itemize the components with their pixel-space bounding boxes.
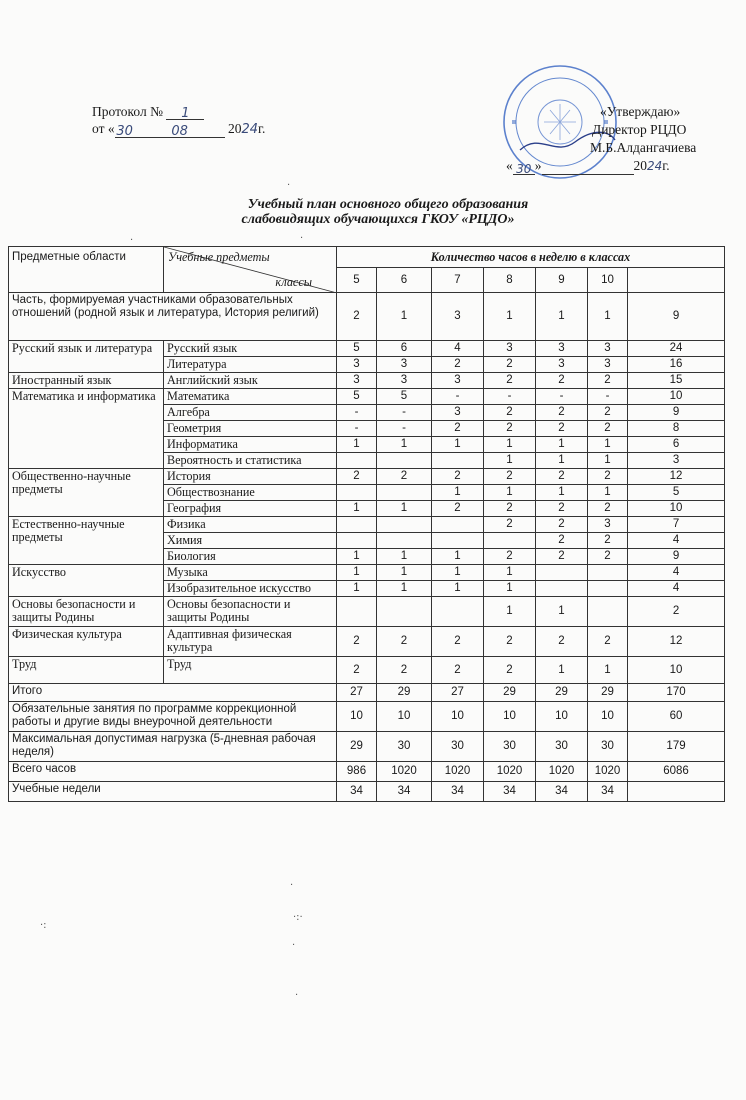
title-line-2: слабовидящих обучающихся ГКОУ «РЦДО» <box>241 212 515 227</box>
summary-label-cell: Всего часов <box>9 762 337 782</box>
hours-cell <box>432 597 484 627</box>
table-row <box>9 517 725 533</box>
hours-cell: 1020 <box>588 762 628 782</box>
hours-cell: 2 <box>484 357 536 373</box>
hours-cell: 10 <box>432 702 484 732</box>
subject-area-cell: Физическая культура <box>9 627 164 657</box>
subject-area-cell: Русский язык и литература <box>9 341 164 373</box>
hours-cell: 2 <box>536 405 588 421</box>
summary-label-cell: Учебные недели <box>9 782 337 802</box>
curriculum-table <box>8 246 725 802</box>
hours-total-cell: 7 <box>628 517 725 533</box>
hours-cell: 1 <box>536 293 588 341</box>
approval-year: 24 <box>647 159 663 173</box>
header-subjects: Учебные предметы <box>168 250 270 264</box>
hours-total-cell: 9 <box>628 405 725 421</box>
hours-cell: 2 <box>484 549 536 565</box>
table-row <box>9 627 725 657</box>
hours-cell: 2 <box>484 421 536 437</box>
grade-header-5: 5 <box>337 268 377 293</box>
scan-speck: ·: <box>40 920 47 931</box>
hours-cell <box>536 581 588 597</box>
hours-cell: 2 <box>536 627 588 657</box>
hours-cell <box>588 581 628 597</box>
subject-area-cell: Искусство <box>9 565 164 597</box>
hours-total-cell: 10 <box>628 389 725 405</box>
hours-cell: 1 <box>377 437 432 453</box>
hours-cell <box>432 453 484 469</box>
hours-cell: 30 <box>432 732 484 762</box>
hours-cell: 2 <box>432 357 484 373</box>
hours-total-cell: 170 <box>628 684 725 702</box>
approval-date-open: « <box>506 158 513 173</box>
hours-cell: - <box>377 421 432 437</box>
hours-cell: 5 <box>377 389 432 405</box>
subject-name-cell: Изобразительное искусство <box>164 581 337 597</box>
hours-total-cell: 9 <box>628 293 725 341</box>
hours-cell <box>377 517 432 533</box>
subject-name-cell: Математика <box>164 389 337 405</box>
hours-cell: 2 <box>377 657 432 684</box>
hours-cell: 3 <box>588 341 628 357</box>
hours-cell: 5 <box>337 341 377 357</box>
hours-total-cell: 60 <box>628 702 725 732</box>
hours-cell: 2 <box>536 469 588 485</box>
hours-cell: 2 <box>377 627 432 657</box>
hours-total-cell: 2 <box>628 597 725 627</box>
subject-name-cell: Литература <box>164 357 337 373</box>
subject-area-cell: Естественно-научные предметы <box>9 517 164 565</box>
subject-name-cell: Английский язык <box>164 373 337 389</box>
hours-cell: 1 <box>588 453 628 469</box>
protocol-date-line <box>92 120 265 138</box>
hours-cell: 2 <box>337 627 377 657</box>
hours-cell: 10 <box>377 702 432 732</box>
hours-cell: 2 <box>484 373 536 389</box>
subject-name-cell: География <box>164 501 337 517</box>
subject-name-cell: Физика <box>164 517 337 533</box>
hours-cell <box>337 485 377 501</box>
subject-area-cell: Основы безопасности и защиты Родины <box>9 597 164 627</box>
protocol-block <box>92 103 265 138</box>
hours-cell <box>588 565 628 581</box>
grade-header-total <box>628 268 725 293</box>
hours-cell: 3 <box>484 341 536 357</box>
subject-name-cell: Обществознание <box>164 485 337 501</box>
hours-cell <box>377 533 432 549</box>
subject-area-cell: Математика и информатика <box>9 389 164 469</box>
hours-total-cell: 6 <box>628 437 725 453</box>
hours-cell: 10 <box>484 702 536 732</box>
document-title <box>0 197 746 227</box>
hours-cell: 27 <box>337 684 377 702</box>
hours-total-cell: 4 <box>628 533 725 549</box>
hours-cell: 34 <box>588 782 628 802</box>
table-row <box>9 341 725 357</box>
hours-cell: 2 <box>337 469 377 485</box>
approval-year-end: г. <box>662 158 670 173</box>
subject-name-cell: Труд <box>164 657 337 684</box>
hours-cell: 1 <box>337 565 377 581</box>
hours-cell: 6 <box>377 341 432 357</box>
hours-cell <box>536 565 588 581</box>
hours-cell: 1 <box>337 501 377 517</box>
protocol-year-end: г. <box>258 121 266 136</box>
subject-name-cell: Основы безопасности и защиты Родины <box>164 597 337 627</box>
hours-cell <box>337 453 377 469</box>
hours-total-cell: 12 <box>628 469 725 485</box>
hours-cell: 2 <box>588 549 628 565</box>
hours-cell: 34 <box>432 782 484 802</box>
hours-cell: 1 <box>377 501 432 517</box>
hours-cell: 2 <box>588 627 628 657</box>
hours-cell <box>432 517 484 533</box>
hours-cell: 2 <box>536 533 588 549</box>
hours-cell: 1020 <box>536 762 588 782</box>
summary-label-cell: Обязательные занятия по программе коррекционной работы и другие виды внеурочной деятельности <box>9 702 337 732</box>
hours-cell: 5 <box>337 389 377 405</box>
curriculum-table-body <box>9 247 725 802</box>
hours-cell: 1 <box>484 565 536 581</box>
hours-cell: 29 <box>337 732 377 762</box>
protocol-line <box>92 103 265 120</box>
grade-header-6: 6 <box>377 268 432 293</box>
hours-cell: 1 <box>588 485 628 501</box>
hours-cell: 4 <box>432 341 484 357</box>
director-name: М.Б.Алдангачиева <box>590 140 697 155</box>
hours-cell: 1 <box>337 437 377 453</box>
scan-speck: ·:· <box>293 912 303 923</box>
hours-cell: 2 <box>536 517 588 533</box>
hours-cell: 1 <box>484 581 536 597</box>
hours-cell: 34 <box>377 782 432 802</box>
hours-cell: 2 <box>484 627 536 657</box>
hours-total-cell: 4 <box>628 581 725 597</box>
table-row <box>9 565 725 581</box>
hours-cell: 10 <box>337 702 377 732</box>
protocol-number: 1 <box>166 105 204 120</box>
protocol-month: 08 <box>135 123 225 138</box>
grade-header-9: 9 <box>536 268 588 293</box>
approval-date-close: » <box>534 158 542 173</box>
hours-cell: 1 <box>432 437 484 453</box>
subject-name-cell: Адаптивная физическая культура <box>164 627 337 657</box>
hours-cell: 1020 <box>484 762 536 782</box>
hours-cell: 1 <box>377 581 432 597</box>
hours-cell: 29 <box>484 684 536 702</box>
hours-cell: 2 <box>432 421 484 437</box>
subject-name-cell: Химия <box>164 533 337 549</box>
hours-cell: - <box>337 421 377 437</box>
table-row-summary <box>9 782 725 802</box>
grade-header-7: 7 <box>432 268 484 293</box>
part-row-label: Часть, формируемая участниками образовательных отношений (родной язык и литература, История религий) <box>9 293 337 341</box>
grade-header-10: 10 <box>588 268 628 293</box>
approval-block <box>506 103 738 176</box>
hours-cell <box>377 453 432 469</box>
hours-cell: 3 <box>432 405 484 421</box>
hours-cell: 2 <box>484 501 536 517</box>
hours-total-cell: 12 <box>628 627 725 657</box>
hours-cell: 10 <box>588 702 628 732</box>
hours-cell: 2 <box>536 501 588 517</box>
hours-total-cell: 6086 <box>628 762 725 782</box>
hours-cell: 30 <box>484 732 536 762</box>
hours-cell: 2 <box>588 421 628 437</box>
hours-cell: 3 <box>337 373 377 389</box>
hours-cell <box>337 597 377 627</box>
hours-cell: 30 <box>377 732 432 762</box>
approval-day: 30 <box>513 160 535 175</box>
hours-total-cell: 10 <box>628 657 725 684</box>
hours-cell: 1 <box>432 565 484 581</box>
hours-cell <box>484 533 536 549</box>
subject-name-cell: Русский язык <box>164 341 337 357</box>
hours-cell: 29 <box>588 684 628 702</box>
hours-cell: 1 <box>484 453 536 469</box>
hours-cell: 10 <box>536 702 588 732</box>
subject-area-cell: Труд <box>9 657 164 684</box>
summary-label-cell: Максимальная допустимая нагрузка (5-дневная рабочая неделя) <box>9 732 337 762</box>
hours-cell: 1 <box>588 657 628 684</box>
hours-cell: 1 <box>484 437 536 453</box>
hours-cell <box>377 597 432 627</box>
header-classes: классы <box>275 275 312 289</box>
protocol-label: Протокол № <box>92 104 163 119</box>
hours-cell: 3 <box>337 357 377 373</box>
subject-name-cell: История <box>164 469 337 485</box>
hours-cell: 1020 <box>377 762 432 782</box>
hours-total-cell <box>628 782 725 802</box>
hours-cell: 3 <box>432 293 484 341</box>
hours-cell <box>588 597 628 627</box>
hours-cell: 1 <box>536 485 588 501</box>
hours-cell: 2 <box>484 405 536 421</box>
table-row <box>9 469 725 485</box>
hours-cell: 2 <box>588 501 628 517</box>
hours-cell: 1 <box>432 581 484 597</box>
hours-total-cell: 10 <box>628 501 725 517</box>
hours-cell: - <box>484 389 536 405</box>
subject-name-cell: Информатика <box>164 437 337 453</box>
table-row-summary <box>9 732 725 762</box>
hours-cell: 1 <box>588 437 628 453</box>
subject-area-cell: Иностранный язык <box>9 373 164 389</box>
hours-cell: 1 <box>536 657 588 684</box>
header-subjects-classes <box>164 247 337 293</box>
hours-cell: 2 <box>536 373 588 389</box>
hours-cell: 3 <box>588 357 628 373</box>
table-row-part <box>9 293 725 341</box>
table-row-summary <box>9 702 725 732</box>
hours-total-cell: 4 <box>628 565 725 581</box>
subject-name-cell: Вероятность и статистика <box>164 453 337 469</box>
table-header-row <box>9 247 725 268</box>
protocol-from-label: от « <box>92 121 115 136</box>
hours-cell <box>337 533 377 549</box>
summary-label-cell: Итого <box>9 684 337 702</box>
hours-cell: 2 <box>484 657 536 684</box>
hours-cell: 3 <box>588 517 628 533</box>
header-subject-area: Предметные области <box>9 247 164 293</box>
hours-total-cell: 9 <box>628 549 725 565</box>
approve-label: «Утверждаю» <box>600 104 681 119</box>
hours-cell: 3 <box>536 341 588 357</box>
hours-cell: 1 <box>588 293 628 341</box>
hours-cell: 1 <box>484 597 536 627</box>
hours-cell: 29 <box>536 684 588 702</box>
protocol-year: 24 <box>241 122 259 137</box>
approval-month-line <box>542 160 634 175</box>
hours-cell: 1 <box>432 485 484 501</box>
hours-cell: 1 <box>377 565 432 581</box>
subject-area-cell: Общественно-научные предметы <box>9 469 164 517</box>
hours-total-cell: 15 <box>628 373 725 389</box>
approval-year-prefix: 20 <box>633 158 647 173</box>
hours-cell: 34 <box>337 782 377 802</box>
hours-cell: 29 <box>377 684 432 702</box>
hours-cell: 2 <box>377 469 432 485</box>
scan-speck: · <box>290 880 294 891</box>
hours-total-cell: 8 <box>628 421 725 437</box>
hours-cell: 1 <box>377 293 432 341</box>
hours-cell: 34 <box>484 782 536 802</box>
hours-cell: 30 <box>588 732 628 762</box>
grade-header-8: 8 <box>484 268 536 293</box>
hours-cell: 2 <box>484 469 536 485</box>
hours-cell: 2 <box>588 533 628 549</box>
scan-speck: · <box>130 235 134 246</box>
subject-name-cell: Алгебра <box>164 405 337 421</box>
hours-cell: 2 <box>432 657 484 684</box>
hours-cell: 1 <box>484 293 536 341</box>
hours-total-cell: 3 <box>628 453 725 469</box>
hours-cell: 2 <box>588 469 628 485</box>
hours-cell: - <box>337 405 377 421</box>
director-position: Директор РЦДО <box>592 122 687 137</box>
hours-cell: 3 <box>377 357 432 373</box>
hours-cell <box>377 485 432 501</box>
hours-cell: 1 <box>337 549 377 565</box>
hours-cell: 1 <box>536 453 588 469</box>
hours-cell: 3 <box>536 357 588 373</box>
hours-cell: 2 <box>432 627 484 657</box>
hours-cell: 2 <box>536 421 588 437</box>
table-row-summary <box>9 762 725 782</box>
protocol-day: 30 <box>116 124 133 139</box>
table-row <box>9 597 725 627</box>
hours-total-cell: 24 <box>628 341 725 357</box>
hours-cell: 2 <box>588 373 628 389</box>
title-line-1: Учебный план основного общего образования <box>247 197 529 212</box>
hours-cell: - <box>536 389 588 405</box>
table-row <box>9 389 725 405</box>
table-row <box>9 657 725 684</box>
subject-name-cell: Музыка <box>164 565 337 581</box>
hours-cell: 3 <box>377 373 432 389</box>
header-hours: Количество часов в неделю в классах <box>337 247 725 268</box>
hours-cell: - <box>432 389 484 405</box>
hours-cell: 30 <box>536 732 588 762</box>
hours-cell <box>337 517 377 533</box>
hours-cell: 1 <box>484 485 536 501</box>
hours-cell: 2 <box>432 469 484 485</box>
hours-cell: 3 <box>432 373 484 389</box>
scan-speck: · <box>295 990 299 1001</box>
hours-cell: 2 <box>588 405 628 421</box>
table-row-summary <box>9 684 725 702</box>
hours-cell: 1 <box>432 549 484 565</box>
hours-total-cell: 5 <box>628 485 725 501</box>
table-row <box>9 373 725 389</box>
hours-cell: - <box>377 405 432 421</box>
hours-cell: 2 <box>432 501 484 517</box>
hours-cell: 27 <box>432 684 484 702</box>
approval-date-line <box>506 157 738 175</box>
hours-cell: 2 <box>484 517 536 533</box>
hours-cell: - <box>588 389 628 405</box>
hours-total-cell: 16 <box>628 357 725 373</box>
hours-cell: 2 <box>536 549 588 565</box>
hours-cell: 1 <box>377 549 432 565</box>
hours-total-cell: 179 <box>628 732 725 762</box>
hours-cell: 1 <box>337 581 377 597</box>
subject-name-cell: Биология <box>164 549 337 565</box>
hours-cell <box>432 533 484 549</box>
hours-cell: 1 <box>536 437 588 453</box>
hours-cell: 34 <box>536 782 588 802</box>
hours-cell: 1 <box>536 597 588 627</box>
scan-speck: · <box>292 940 296 951</box>
protocol-year-prefix: 20 <box>227 121 242 136</box>
hours-cell: 986 <box>337 762 377 782</box>
hours-cell: 1020 <box>432 762 484 782</box>
hours-cell: 2 <box>337 293 377 341</box>
scan-speck: · <box>287 180 291 191</box>
scan-speck: · <box>300 233 304 244</box>
hours-cell: 2 <box>337 657 377 684</box>
subject-name-cell: Геометрия <box>164 421 337 437</box>
